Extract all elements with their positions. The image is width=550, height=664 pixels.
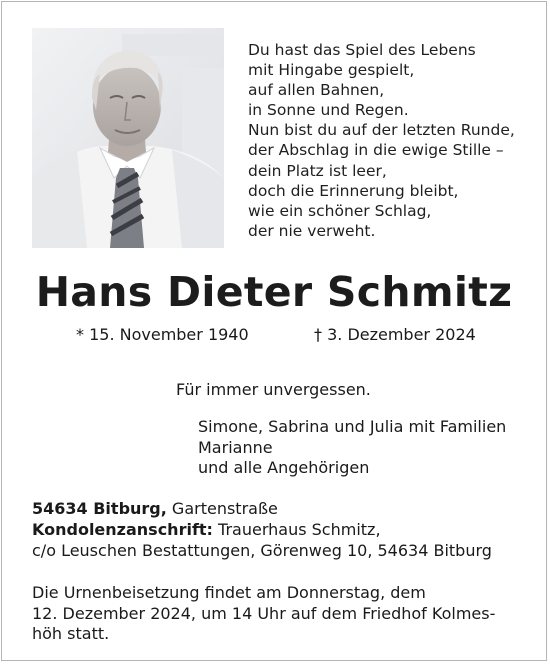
poem-line: der Abschlag in die ewige Stille – bbox=[248, 141, 504, 160]
street: Gartenstraße bbox=[171, 499, 278, 518]
poem-line: Du hast das Spiel des Lebens bbox=[248, 41, 476, 59]
condolence-label: Kondolenzanschrift: bbox=[32, 520, 213, 539]
poem-line: dein Platz ist leer, bbox=[248, 161, 387, 180]
poem-line: doch die Erinnerung bleibt, bbox=[248, 181, 459, 200]
birth-date: * 15. November 1940 bbox=[76, 325, 249, 344]
poem-line: in Sonne und Regen. bbox=[248, 101, 409, 120]
burial-notice bbox=[32, 583, 495, 645]
poem-line: auf allen Bahnen, bbox=[248, 81, 385, 100]
city-label: 54634 Bitburg, bbox=[32, 499, 167, 518]
burial-line: Die Urnenbeisetzung findet am Donnerstag, dem bbox=[32, 583, 426, 602]
poem-line: Nun bist du auf der letzten Runde, bbox=[248, 121, 515, 140]
death-date: † 3. Dezember 2024 bbox=[314, 325, 476, 344]
poem-line: mit Hingabe gespielt, bbox=[248, 61, 415, 80]
condolence-value: Trauerhaus Schmitz, bbox=[218, 520, 381, 539]
burial-line: höh statt. bbox=[32, 624, 110, 643]
poem bbox=[248, 40, 515, 241]
burial-line: 12. Dezember 2024, um 14 Uhr auf dem Friedhof Kolmes- bbox=[32, 603, 496, 623]
address-block bbox=[32, 498, 492, 561]
mourner-line: Marianne bbox=[198, 437, 273, 457]
poem-line: der nie verweht. bbox=[248, 221, 376, 240]
mourners-list bbox=[198, 417, 506, 479]
obituary-card bbox=[1, 1, 547, 661]
mourner-line: Simone, Sabrina und Julia mit Familien bbox=[198, 417, 507, 436]
address-line bbox=[32, 498, 492, 519]
condolence-line bbox=[32, 519, 492, 540]
tribute-text: Für immer unvergessen. bbox=[176, 380, 371, 399]
portrait-image bbox=[32, 28, 224, 248]
care-of-line: c/o Leuschen Bestattungen, Görenweg 10, 54634 Bitburg bbox=[32, 541, 492, 560]
portrait-photo bbox=[32, 28, 224, 248]
poem-line: wie ein schöner Schlag, bbox=[248, 201, 432, 220]
mourner-line: und alle Angehörigen bbox=[198, 458, 370, 477]
deceased-name: Hans Dieter Schmitz bbox=[35, 268, 513, 316]
